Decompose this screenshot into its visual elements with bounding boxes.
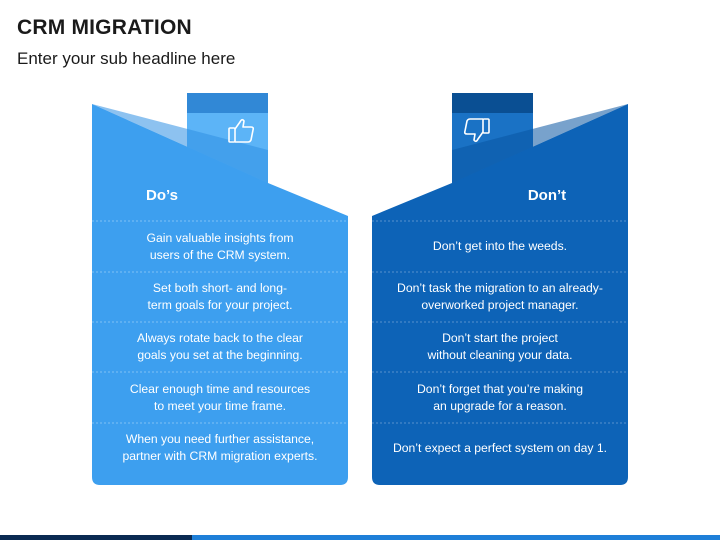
dos-tab-shade <box>187 93 268 113</box>
page-title: CRM MIGRATION <box>17 16 192 39</box>
donts-list <box>372 221 628 473</box>
donts-item: Don’t expect a perfect system on day 1. <box>392 440 608 455</box>
dos-item: Gain valuable insights from users of the CRM system. <box>146 230 294 262</box>
donts-item: Don’t get into the weeds. <box>432 239 568 253</box>
donts-item: Don’t task the migration to an already- overworked project manager. <box>397 281 603 312</box>
dos-list <box>92 221 348 473</box>
footer-bar <box>0 535 720 540</box>
donts-tab-shade <box>452 93 533 113</box>
page-subtitle: Enter your sub headline here <box>17 49 236 68</box>
donts-item: Don’t start the project without cleaning your data. <box>427 331 573 362</box>
donts-item: Don’t forget that you’re making an upgrade for a reason. <box>417 381 583 413</box>
dos-item: Set both short- and long- term goals for your project. <box>147 281 293 312</box>
dos-heading: Do’s <box>146 187 178 204</box>
footer-bar-dark <box>0 535 192 540</box>
dos-item: Always rotate back to the clear goals you set at the beginning. <box>137 331 303 362</box>
dos-item: When you need further assistance, partner with CRM migration experts. <box>122 432 318 463</box>
footer-bar-light <box>192 535 720 540</box>
dos-item: Clear enough time and resources to meet your time frame. <box>129 381 311 413</box>
donts-heading: Don’t <box>527 187 567 204</box>
